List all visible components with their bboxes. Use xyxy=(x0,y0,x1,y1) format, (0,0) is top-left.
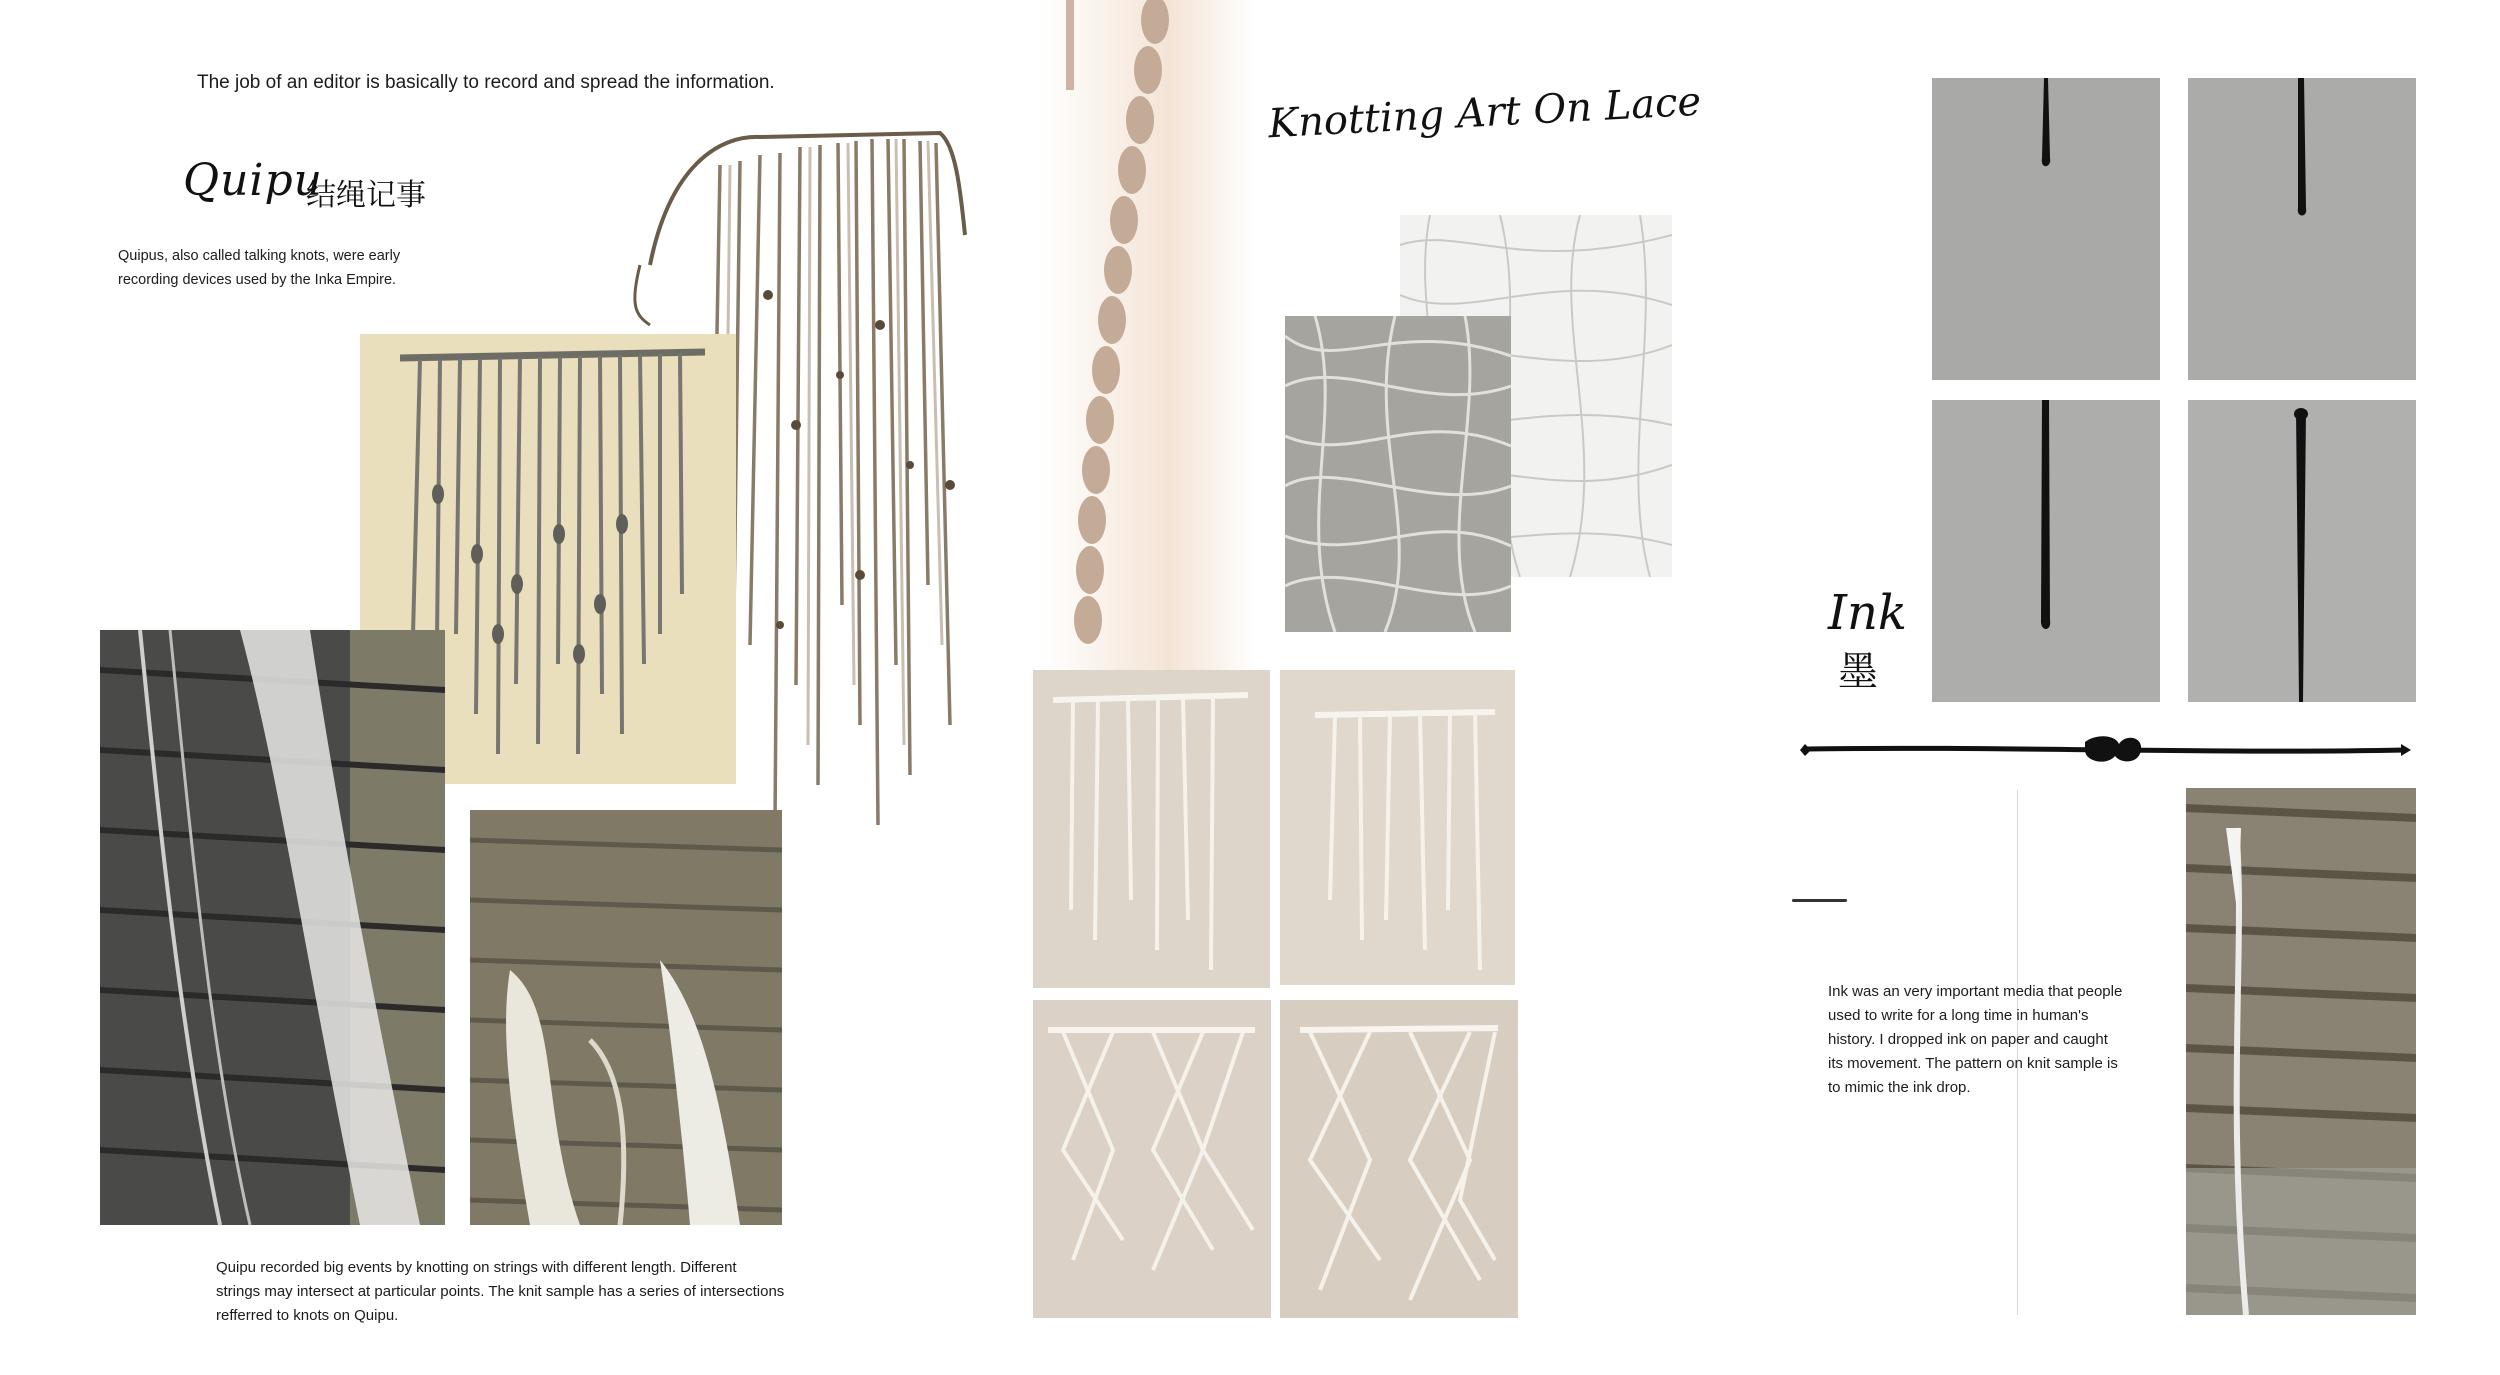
knot-drawing-1 xyxy=(1033,670,1270,988)
quipu-description-line: recording devices used by the Inka Empire. xyxy=(118,272,397,288)
knit-ink-sample-photo xyxy=(2186,788,2416,1315)
knit-olive-drawing xyxy=(470,810,782,1225)
braided-rope-drawing xyxy=(1040,0,1255,670)
ink-description-line: its movement. The pattern on knit sample is xyxy=(1828,1055,2118,1072)
ink-description-line: Ink was an very important media that people xyxy=(1828,983,2123,1000)
ink-description-line: used to write for a long time in human's xyxy=(1828,1007,2089,1024)
knit-olive-photo xyxy=(470,810,782,1225)
knit-dark-photo xyxy=(100,630,445,1225)
knit-dark-drawing xyxy=(100,630,445,1225)
ink-drop-drawing-4 xyxy=(2188,400,2416,702)
ink-drop-drawing-2 xyxy=(2188,78,2416,380)
knot-drawing-3 xyxy=(1033,1000,1271,1318)
ink-title: Ink xyxy=(1828,585,1907,641)
knot-photo-2 xyxy=(1280,670,1515,985)
lace-grey-drawing xyxy=(1285,316,1511,632)
quipu-chinese-title: 结绳记事 xyxy=(306,178,426,213)
knot-photo-4 xyxy=(1280,1000,1518,1318)
knot-photo-3 xyxy=(1033,1000,1271,1318)
ink-drop-photo-4 xyxy=(2188,400,2416,702)
braided-rope-photo xyxy=(1040,0,1255,670)
quipu-description-line: Quipus, also called talking knots, were early xyxy=(118,248,401,264)
knot-photo-1 xyxy=(1033,670,1270,988)
quipu-bottom-description xyxy=(216,1256,784,1328)
quipu-description xyxy=(118,244,400,292)
knot-drawing-2 xyxy=(1280,670,1515,985)
bottom-description-line: Quipu recorded big events by knotting on strings with different length. Different xyxy=(216,1259,737,1276)
bottom-description-line: refferred to knots on Quipu. xyxy=(216,1307,399,1324)
ink-description-line: to mimic the ink drop. xyxy=(1828,1079,1971,1096)
knot-drawing-4 xyxy=(1280,1000,1518,1318)
ink-drop-drawing-3 xyxy=(1932,400,2160,702)
bottom-description-line: strings may intersect at particular points. The knit sample has a series of intersections xyxy=(216,1283,785,1300)
lace-grey-photo xyxy=(1285,316,1511,632)
ink-drop-photo-3 xyxy=(1932,400,2160,702)
ink-stroke-divider-icon xyxy=(1795,730,2415,770)
ink-description-line: history. I dropped ink on paper and caught xyxy=(1828,1031,2108,1048)
ink-drop-photo-1 xyxy=(1932,78,2160,380)
ink-chinese-title: 墨 xyxy=(1838,649,1878,695)
quipu-title: Quipu xyxy=(183,155,323,206)
ink-drop-drawing-1 xyxy=(1932,78,2160,380)
ink-drop-photo-2 xyxy=(2188,78,2416,380)
knit-ink-sample-drawing xyxy=(2186,788,2416,1315)
intro-text: The job of an editor is basically to record and spread the information. xyxy=(197,72,775,93)
ink-dash xyxy=(1792,899,1847,902)
ink-description xyxy=(1828,980,2122,1100)
knotting-art-title: Knotting Art On Lace xyxy=(1267,78,1703,148)
